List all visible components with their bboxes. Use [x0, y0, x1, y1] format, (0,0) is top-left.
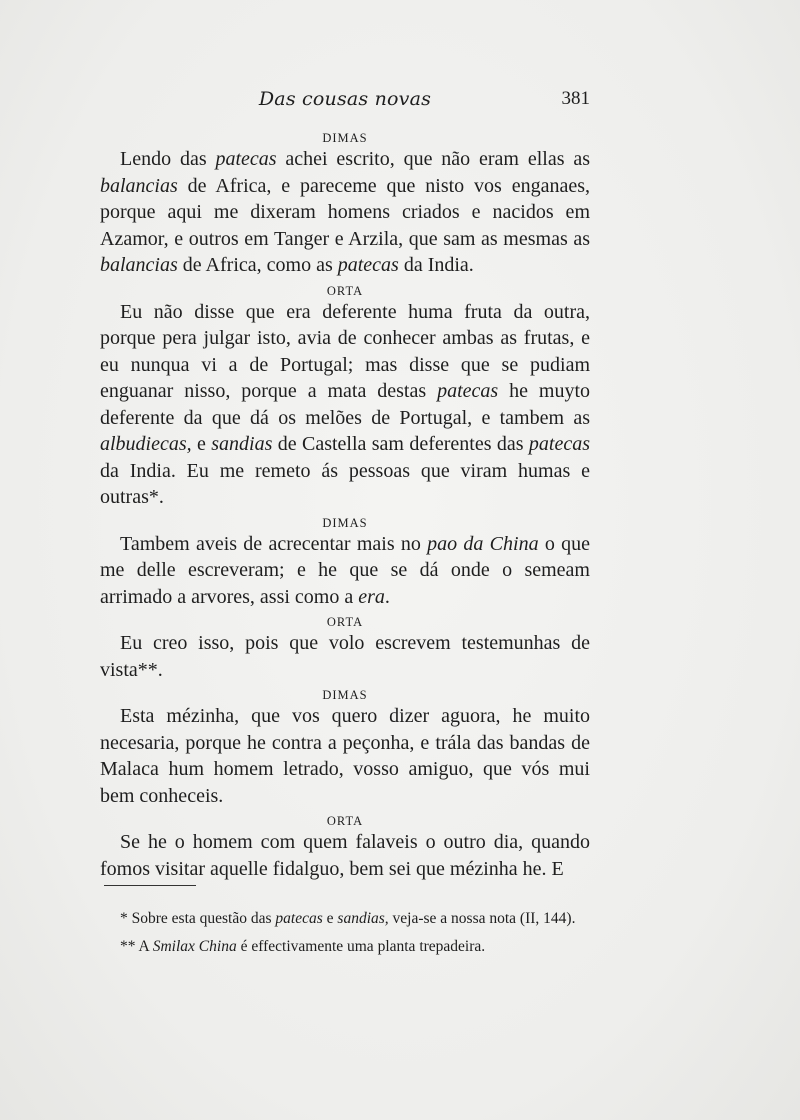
italic-term: sandias: [211, 433, 273, 455]
dialogue-paragraph: Esta mézinha, que vos quero dizer aguora, he muito necesaria, porque he contra a peçonha, e trála das bandas de Malaca hum homem letrado, vosso amiguo, que vós mui bem conheceis.: [100, 705, 590, 807]
italic-term: patecas: [275, 910, 323, 927]
dialogue-paragraph: Eu não disse que era deferente huma fruta da outra, porque pera julgar isto, avia de conhecer ambas as frutas, e eu nunqua vi a de Portugal; mas disse que se pudiam enguanar nisso, porque a mata destas patecas he muyto deferente da que dá os melões de Portugal, e tambem as albudiecas, e sandias de Castella sam deferentes das patecas da India. Eu me remeto ás pessoas que viram humas e outras*.: [100, 300, 590, 508]
speaker-label: DIMAS: [322, 515, 368, 530]
speaker-label: ORTA: [326, 814, 364, 828]
italic-term: Smilax China: [152, 938, 237, 955]
dialogue-paragraph: Se he o homem com quem falaveis o outro dia, quando fomos visitar aquelle fidalguo, bem sei que mézinha he. E: [100, 831, 590, 880]
footnote: * Sobre esta questão das patecas e sandias, veja-se a nossa nota (II, 144).: [120, 910, 576, 927]
page-number: 381: [561, 88, 590, 109]
italic-term: era: [358, 585, 385, 608]
italic-term: albudiecas,: [100, 433, 192, 455]
italic-term: patecas: [437, 380, 499, 402]
footnotes: [100, 908, 592, 964]
dialogue-paragraph: Tambem aveis de acrecentar mais no pao da China o que me delle escreveram; e he que se dá onde o semeam arrimado a arvores, assi como a era.: [100, 532, 590, 608]
italic-term: patecas: [215, 148, 277, 170]
speaker-label: DIMAS: [322, 688, 368, 702]
running-head: [100, 88, 590, 116]
dialogue-body: [100, 130, 590, 882]
italic-term: patecas: [528, 433, 590, 455]
dialogue-paragraph: Lendo das patecas achei escrito, que não eram ellas as balancias de Africa, e pareceme que nisto vos enganaes, porque aqui me dixeram homens criados e nacidos em Azamor, e outros em Tanger e Arzila, que sam as mesmas as balancias de Africa, como as patecas da India.: [100, 148, 590, 276]
italic-term: balancias: [100, 174, 178, 197]
running-title: Das cousas novas: [258, 88, 432, 110]
italic-term: balancias: [100, 254, 178, 276]
italic-term: pao da China: [427, 532, 539, 555]
speaker-label: DIMAS: [322, 131, 368, 145]
footnote-divider: [104, 885, 196, 886]
speaker-label: ORTA: [326, 615, 364, 629]
dialogue-paragraph: Eu creo isso, pois que volo escrevem testemunhas de vista**.: [100, 632, 590, 681]
speaker-label: ORTA: [326, 283, 364, 298]
italic-term: sandias,: [337, 910, 389, 927]
italic-term: patecas: [337, 254, 399, 276]
footnote: ** A Smilax China é effectivamente uma planta trepadeira.: [120, 938, 486, 955]
